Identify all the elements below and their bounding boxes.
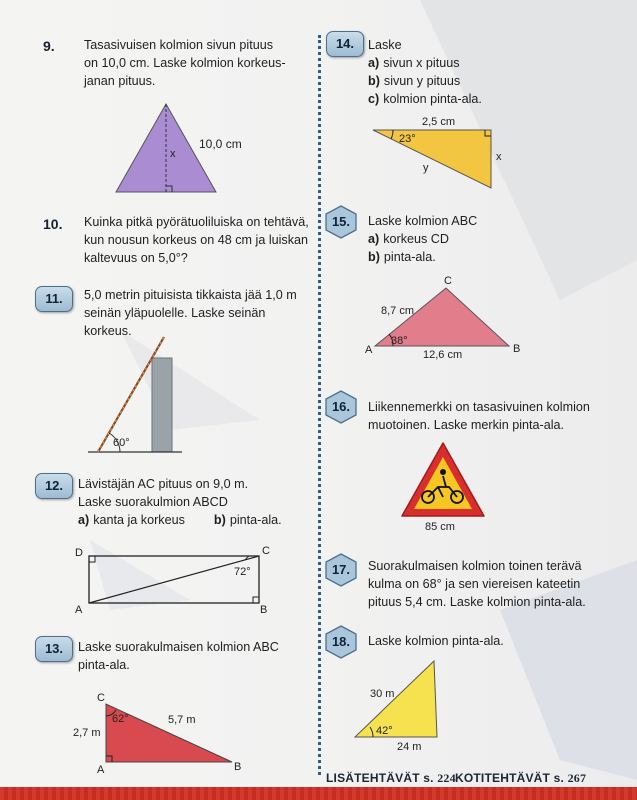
footer-right-page: 267 [567, 771, 587, 785]
problem-13-badge: 13. [35, 636, 73, 662]
p14-x-label: x [496, 151, 502, 163]
footer-home-exercises [455, 771, 586, 786]
problem-13-line: Laske suorakulmaisen kolmion ABC [78, 640, 279, 654]
footer-right-label: KOTITEHTÄVÄT s. [455, 771, 565, 785]
p12-label-a: A [75, 604, 83, 616]
problem-15-item: b) pinta-ala. [368, 250, 436, 264]
p13-side-cb: 5,7 m [168, 714, 196, 726]
p12-label-b: B [260, 604, 268, 616]
p13-side-ac: 2,7 m [73, 727, 101, 739]
problem-17-line: pituus 5,4 cm. Laske kolmion pinta-ala. [368, 595, 586, 609]
problem-14-title: Laske [368, 38, 402, 52]
problem-16-line: Liikennemerkki on tasasivuinen kolmion [368, 400, 590, 414]
p18-side1-label: 30 m [370, 688, 395, 700]
problem-14-item: a) sivun x pituus [368, 56, 460, 70]
problem-10-line: kun nousun korkeus on 48 cm ja luiskan [84, 233, 309, 247]
problem-13-line: pinta-ala. [78, 658, 130, 672]
yellow-triangle [355, 661, 437, 737]
problem-10-number: 10. [43, 216, 63, 232]
problem-11-line: 5,0 metrin pituisista tikkaista jää 1,0 m [84, 288, 297, 302]
p9-height-label: x [170, 148, 176, 160]
p9-side-label: 10,0 cm [199, 137, 242, 151]
p12-a-text: kanta ja korkeus [93, 513, 185, 527]
problem-15-title: Laske kolmion ABC [368, 214, 478, 228]
footer-left-label: LISÄTEHTÄVÄT s. [326, 771, 434, 785]
problem-9-line: janan pituus. [84, 74, 156, 88]
bottom-red-strip [0, 787, 637, 800]
problem-18-badge: 18. [324, 625, 358, 659]
p15-label-a: A [365, 344, 373, 356]
p18-side2-label: 24 m [397, 741, 422, 753]
p12-label-c: C [262, 545, 270, 557]
problem-17-line: kulma on 68° ja sen viereisen kateetin [368, 577, 581, 591]
p12-b-text: pinta-ala. [229, 513, 282, 527]
problem-14-item: c) kolmion pinta-ala. [368, 92, 482, 106]
p15-angle-label: 38° [391, 335, 408, 347]
problem-14-item: b) sivun y pituus [368, 74, 461, 88]
problem-17-badge: 17. [324, 553, 358, 587]
problem-17-line: Suorakulmaisen kolmion toinen terävä [368, 559, 582, 573]
p13-angle-label: 62° [112, 713, 129, 725]
problem-9-line: on 10,0 cm. Laske kolmion korkeus- [84, 56, 286, 70]
p16-size-label: 85 cm [425, 521, 455, 533]
problem-15-badge: 15. [324, 205, 358, 239]
p13-label-b: B [234, 761, 242, 773]
p12-b-label: b) [213, 513, 226, 527]
p15-label-c: C [444, 275, 452, 287]
problem-18-line: Laske kolmion pinta-ala. [368, 634, 504, 648]
problem-12-line: Lävistäjän AC pituus on 9,0 m. [78, 477, 249, 491]
p13-label-a: A [97, 764, 105, 776]
problem-16-badge: 16. [324, 390, 358, 424]
p15-label-b: B [513, 343, 521, 355]
p14-y-label: y [423, 162, 429, 174]
problem-12-line: Laske suorakulmion ABCD [78, 495, 228, 509]
p15-side-ab: 12,6 cm [423, 349, 463, 361]
problem-11-line: seinän yläpuolelle. Laske seinän korkeus. [84, 306, 266, 338]
p11-angle-label: 60° [113, 437, 130, 449]
p18-angle-label: 42° [376, 725, 393, 737]
p12-a-label: a) [78, 513, 90, 527]
problem-14-badge: 14. [326, 31, 364, 57]
p12-angle-label: 72° [234, 566, 251, 578]
problem-10-line: kaltevuus on 5,0°? [84, 251, 188, 265]
p13-label-c: C [97, 692, 105, 704]
problem-12-badge: 12. [35, 473, 73, 499]
footer-extra-exercises [326, 771, 456, 786]
problem-10-line: Kuinka pitkä pyörätuoliluiska on tehtävä, [84, 215, 309, 229]
problem-11-badge: 11. [35, 286, 73, 312]
p14-angle-label: 23° [399, 133, 416, 145]
footer-left-page: 224 [437, 771, 456, 785]
p12-label-d: D [75, 547, 83, 559]
problem-9-line: Tasasivuisen kolmion sivun pituus [84, 38, 273, 52]
problem-15-item: a) korkeus CD [368, 232, 449, 246]
p15-side-ac: 8,7 cm [381, 305, 415, 317]
p14-top-label: 2,5 cm [422, 116, 456, 128]
problem-16-line: muotoinen. Laske merkin pinta-ala. [368, 418, 565, 432]
problem-9-number: 9. [43, 38, 55, 54]
